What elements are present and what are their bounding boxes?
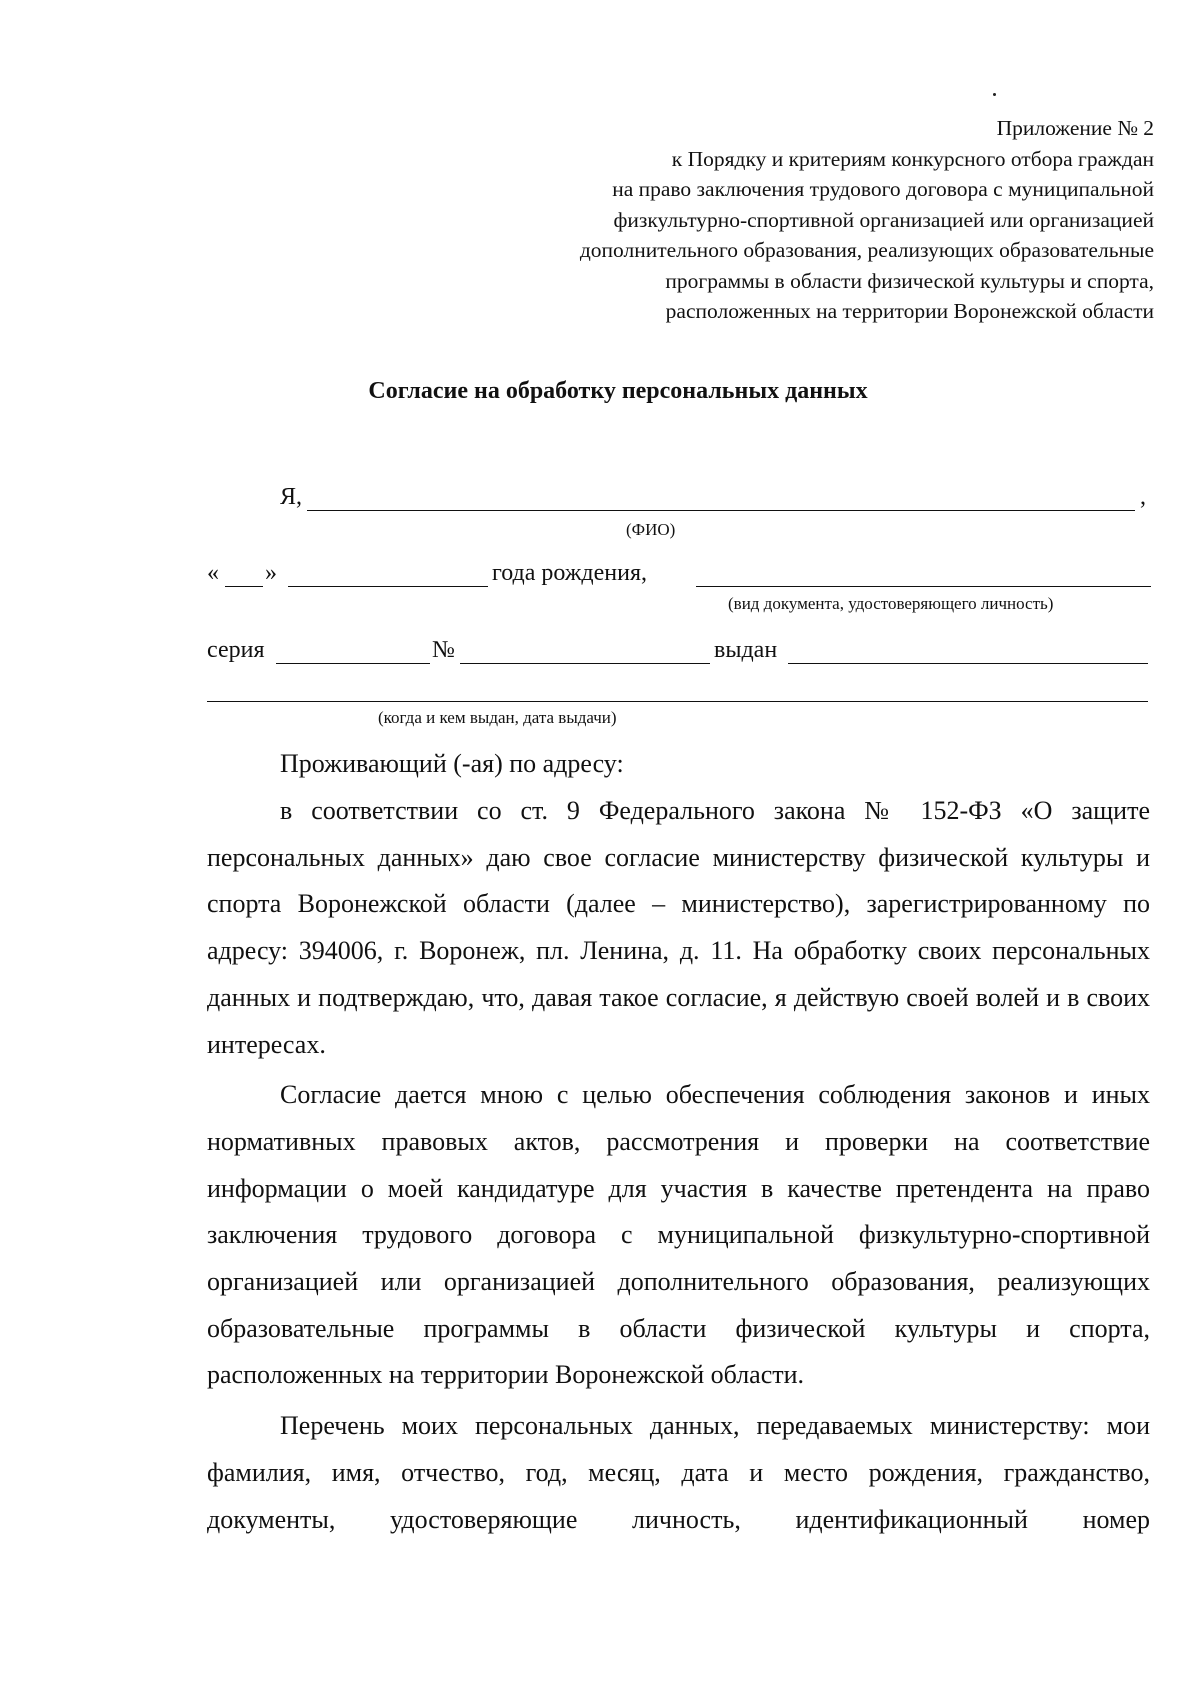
birth-month-year-field-line[interactable]	[288, 586, 488, 587]
series-field-line[interactable]	[276, 663, 430, 664]
header-line: Приложение № 2	[996, 116, 1154, 140]
header-line: к Порядку и критериям конкурсного отбора граждан	[671, 146, 1154, 171]
scan-speck	[993, 93, 996, 96]
paragraph-purpose: Согласие дается мною с целью обеспечения соблюдения законов и иных нормативных правовых актов, рассмотрения и проверки на соответствие информации о моей кандидатуре для участия в качестве претендента на право заключения трудового договора с муниципальной физкультурно-спортивной организацией или организацией дополнительного образования, реализующих образовательные программы в области физической культуры и спорта, расположенных на территории Воронежской области.	[207, 1080, 1150, 1390]
i-comma: ,	[1140, 484, 1146, 510]
issued-details-caption: (когда и кем выдан, дата выдачи)	[378, 708, 617, 727]
quote-close: »	[265, 560, 277, 586]
fio-field-line[interactable]	[307, 510, 1135, 511]
number-field-line[interactable]	[460, 663, 710, 664]
header-line: физкультурно-спортивной организацией или организацией	[613, 207, 1154, 232]
header-line: расположенных на территории Воронежской области	[665, 299, 1154, 323]
issued-details-field-line[interactable]	[207, 701, 1148, 702]
fio-caption: (ФИО)	[626, 520, 676, 539]
document-title: Согласие на обработку персональных данных	[368, 378, 868, 404]
birth-day-field-line[interactable]	[225, 586, 263, 587]
header-line: программы в области физической культуры и спорта,	[665, 268, 1154, 293]
header-line: на право заключения трудового договора с муниципальной	[612, 177, 1154, 201]
issued-field-line[interactable]	[788, 663, 1148, 664]
header-line: дополнительного образования, реализующих образовательные	[579, 238, 1154, 262]
i-label: Я,	[280, 484, 303, 510]
quote-open: «	[207, 560, 219, 586]
document-type-field-line[interactable]	[696, 586, 1151, 587]
number-label: №	[432, 637, 455, 663]
paragraph-consent: в соответствии со ст. 9 Федерального закона № 152-ФЗ «О защите персональных данных» даю свое согласие министерству физической культуры и спорта Воронежской области (далее – министерство), зарегистрированному по адресу: 394006, г. Воронеж, пл. Ленина, д. 11. На обработку своих персональных данных и подтверждаю, что, давая такое согласие, я действую своей волей и в своих интересах.	[207, 796, 1150, 1059]
appendix-header	[454, 113, 1154, 327]
issued-label: выдан	[714, 637, 778, 663]
address-line: Проживающий (-ая) по адресу:	[280, 749, 624, 778]
series-label: серия	[207, 637, 265, 663]
document-type-caption: (вид документа, удостоверяющего личность)	[728, 594, 1054, 613]
birth-label: года рождения,	[492, 560, 647, 586]
address-block	[207, 741, 1150, 788]
consent-body	[207, 788, 1150, 1543]
paragraph-data-list: Перечень моих персональных данных, передаваемых министерству: мои фамилия, имя, отчество, год, месяц, дата и место рождения, гражданство, документы, удостоверяющие личность, идентификационный номер	[207, 1411, 1150, 1534]
